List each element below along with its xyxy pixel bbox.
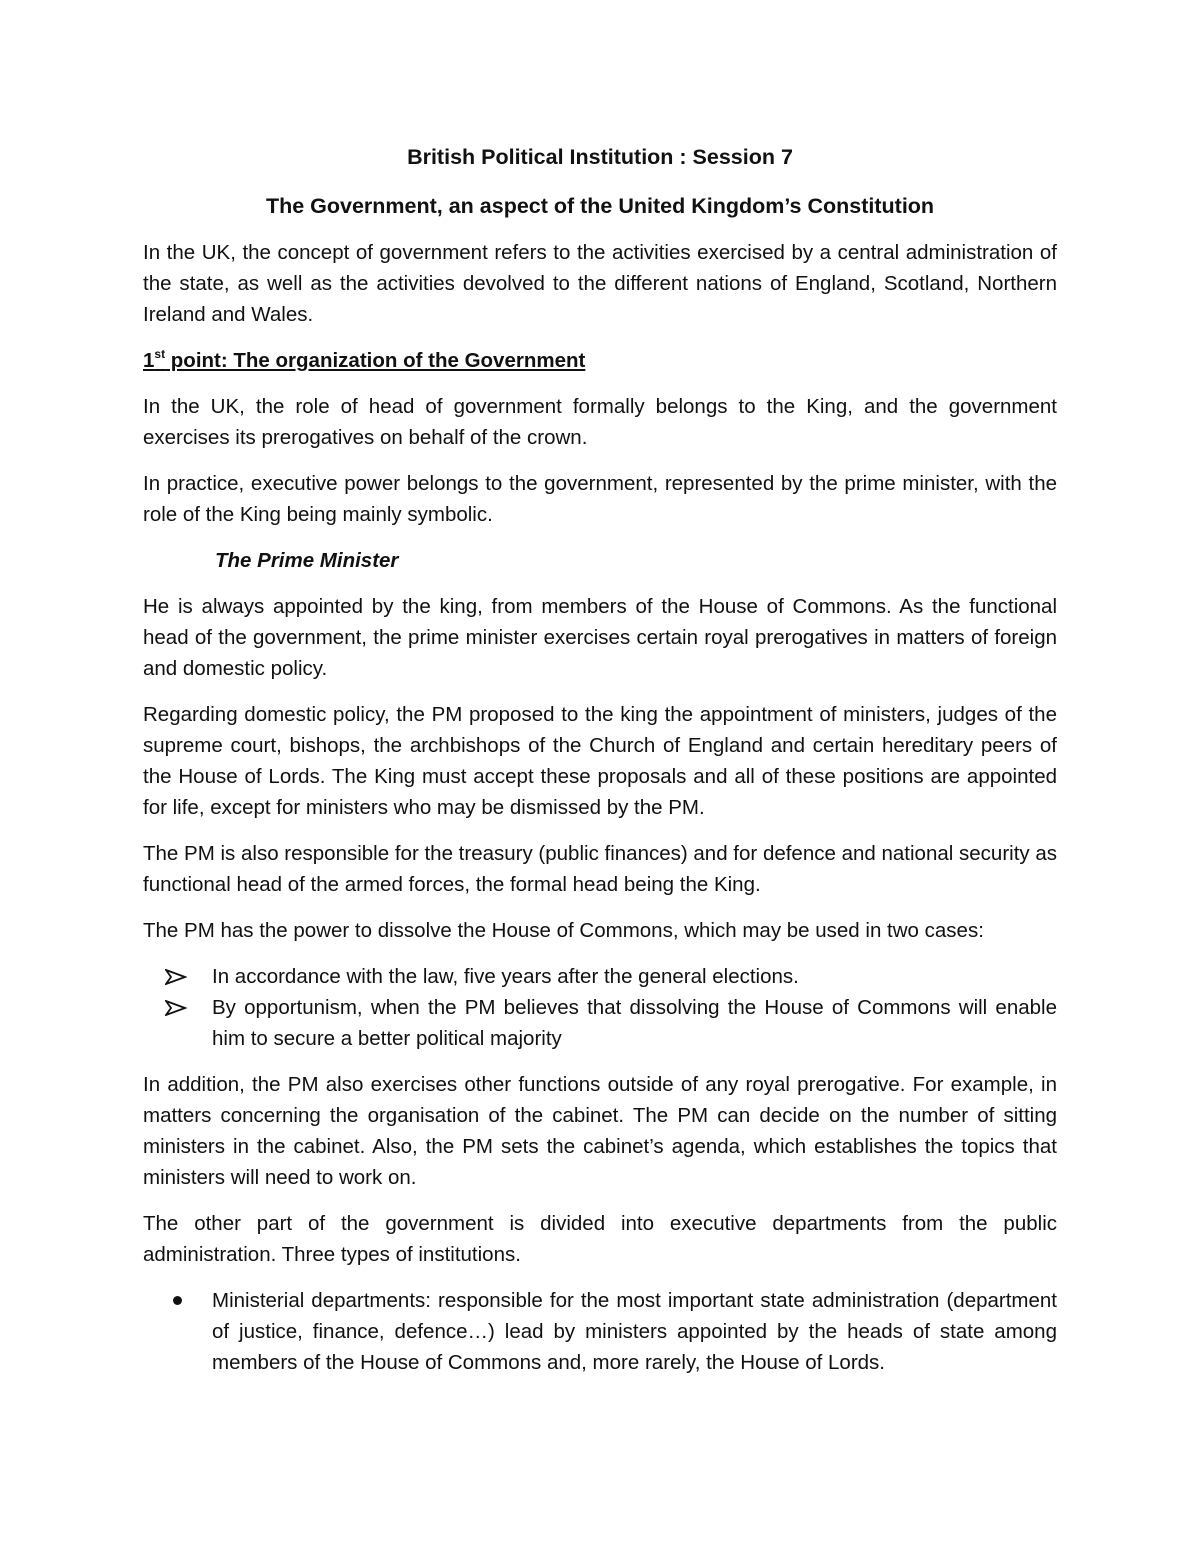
list-item [143, 992, 1057, 1054]
list-item-text: Ministerial departments: responsible for the most important state administration (department of justice, finance, defence…) lead by ministers appointed by the heads of state among members of the House of Commons and, more rarely, the House of Lords. [212, 1289, 1057, 1374]
document-subtitle: The Government, an aspect of the United Kingdom’s Constitution [265, 194, 935, 218]
paragraph: In addition, the PM also exercises other functions outside of any royal prerogative. For example, in matters concerning the organisation of the cabinet. The PM can decide on the number of sitting ministers in the cabinet. Also, the PM sets the cabinet’s agenda, which establishes the topics that ministers will need to work on. [143, 1073, 1057, 1189]
intro-paragraph: In the UK, the concept of government refers to the activities exercised by a central administration of the state, as well as the activities devolved to the different nations of England, Scotland, Northern Ireland and Wales. [143, 241, 1057, 326]
section-heading [143, 345, 1057, 376]
paragraph: He is always appointed by the king, from members of the House of Commons. As the functional head of the government, the prime minister exercises certain royal prerogatives in matters of foreign and domestic policy. [143, 595, 1057, 680]
arrowhead-icon [165, 969, 187, 985]
arrowhead-icon [165, 1000, 187, 1016]
section-number: 1 [143, 349, 155, 372]
section-heading-text: point: The organization of the Government [165, 349, 586, 372]
dissolution-cases-list [143, 961, 1057, 1054]
paragraph: In practice, executive power belongs to the government, represented by the prime minister, with the role of the King being mainly symbolic. [143, 472, 1057, 526]
paragraph: The other part of the government is divided into executive departments from the public administration. Three types of institutions. [143, 1212, 1057, 1266]
bullet-icon [173, 1296, 182, 1305]
paragraph: In the UK, the role of head of government formally belongs to the King, and the government exercises its prerogatives on behalf of the crown. [143, 395, 1057, 449]
institution-types-list [143, 1285, 1057, 1378]
section-number-suffix: st [154, 347, 166, 361]
list-item [143, 961, 1057, 992]
prime-minister-subheading: The Prime Minister [215, 549, 399, 572]
list-item-text: By opportunism, when the PM believes that dissolving the House of Commons will enable him to secure a better political majority [212, 996, 1057, 1050]
document-title: British Political Institution : Session 7 [407, 145, 793, 169]
list-item-text: In accordance with the law, five years after the general elections. [212, 965, 799, 988]
paragraph: The PM is also responsible for the treasury (public finances) and for defence and national security as functional head of the armed forces, the formal head being the King. [143, 842, 1057, 896]
paragraph: Regarding domestic policy, the PM proposed to the king the appointment of ministers, judges of the supreme court, bishops, the archbishops of the Church of England and certain hereditary peers of the House of Lords. The King must accept these proposals and all of these positions are appointed for life, except for ministers who may be dismissed by the PM. [143, 703, 1057, 819]
paragraph: The PM has the power to dissolve the House of Commons, which may be used in two cases: [143, 919, 984, 942]
document-body [143, 140, 1057, 1393]
list-item [143, 1285, 1057, 1378]
